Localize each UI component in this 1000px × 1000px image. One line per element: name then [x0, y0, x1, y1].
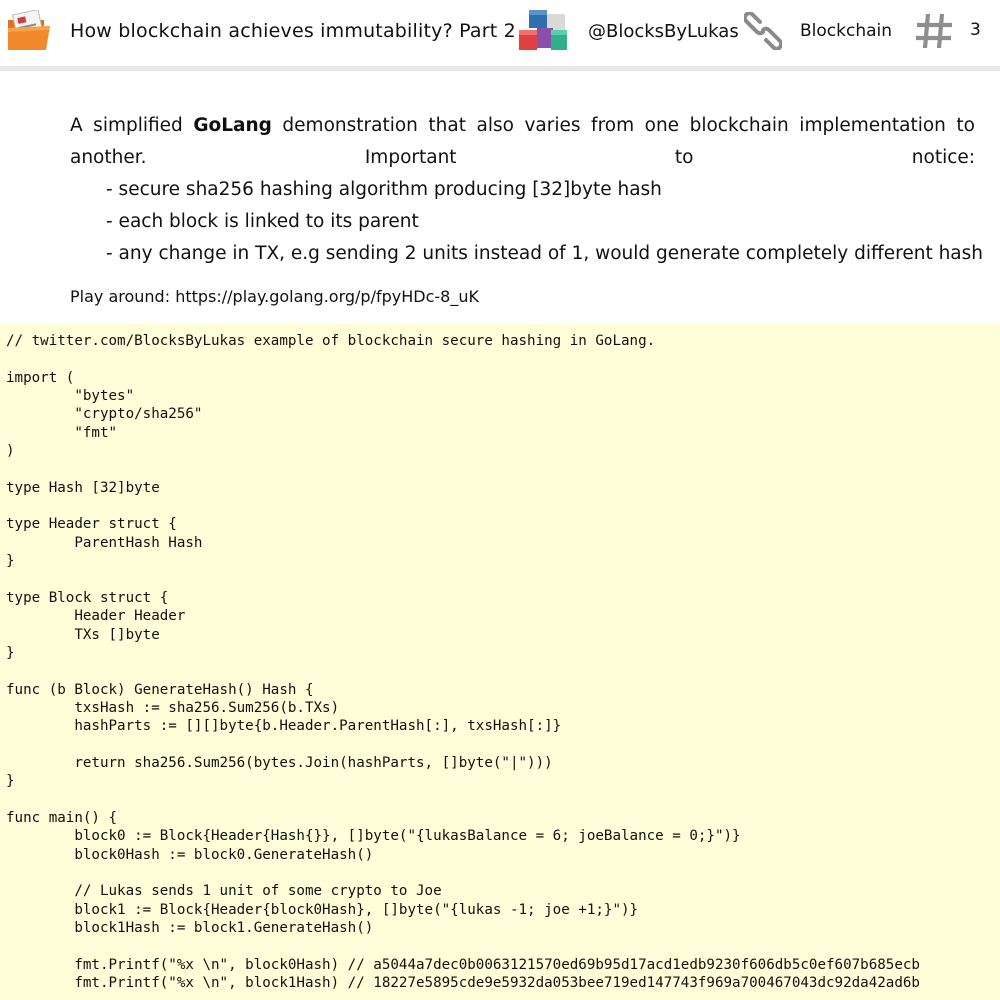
post-title-text: How blockchain achieves immutability? Part 2: [70, 20, 516, 42]
author-handle[interactable]: [588, 0, 739, 62]
play-around-label: Play around:: [70, 287, 176, 306]
topic-tag-text[interactable]: Blockchain: [800, 21, 893, 41]
part-count: 3: [970, 20, 981, 40]
topic-tag[interactable]: [800, 0, 892, 62]
post-header: [0, 0, 1000, 71]
hashtag-icon[interactable]: [914, 0, 954, 62]
notice-list: [70, 174, 983, 270]
go-source-code: // twitter.com/BlocksByLukas example of blockchain secure hashing in GoLang. import ( "bytes" "crypto/sha256" "fmt" ) type Hash [32]byte type Header struct { ParentHash Hash } type Block struct { Header Header TXs []byte } func (b Block) GenerateHash() Hash { txsHash := sha256.Sum256(b.TXs) hashParts := [][]byte{b.Header.ParentHash[:], txsHash[:]} return sha256.Sum256(bytes.Join(hashParts, []byte("|"))) } func main() { block0 := Block{Header{Hash{}}, []byte("{lukasBalance = 6; joeBalance = 0;}")} block0Hash := block0.GenerateHash() // Lukas sends 1 unit of some crypto to Joe block1 := Block{Header{block0Hash}, []byte("{lukas -1; joe +1;}")} block1Hash := block1.GenerateHash() fmt.Printf("%x \n", block0Hash) // a5044a7dec0b0063121570ed69b95d17acd1edb9230f606db5c0ef607b685ecb fmt.Printf("%x \n", block1Hash) // 18227e5895cde9e5932da053bee719ed147743f969a700467043dc92da42ad6b: [6, 333, 920, 992]
folder-icon[interactable]: [6, 0, 52, 62]
intro-paragraph: A simplified GoLang demonstration that also varies from one blockchain implementation to another. Important to notice:: [70, 115, 975, 168]
blocks-logo-icon[interactable]: [518, 0, 568, 62]
code-block: [0, 324, 1000, 1000]
list-item: - any change in TX, e.g sending 2 units instead of 1, would generate completely different hash: [106, 243, 983, 264]
play-around-line: [70, 287, 479, 306]
list-item: - each block is linked to its parent: [106, 211, 419, 232]
golang-keyword: GoLang: [193, 115, 272, 136]
playground-link[interactable]: https://play.golang.org/p/fpyHDc-8_uK: [175, 287, 479, 306]
intro-text: [70, 110, 983, 270]
author-handle-text[interactable]: @BlocksByLukas: [588, 20, 739, 42]
post-title: [70, 0, 516, 62]
chain-link-icon[interactable]: [744, 0, 782, 62]
list-item: - secure sha256 hashing algorithm producing [32]byte hash: [106, 179, 662, 200]
